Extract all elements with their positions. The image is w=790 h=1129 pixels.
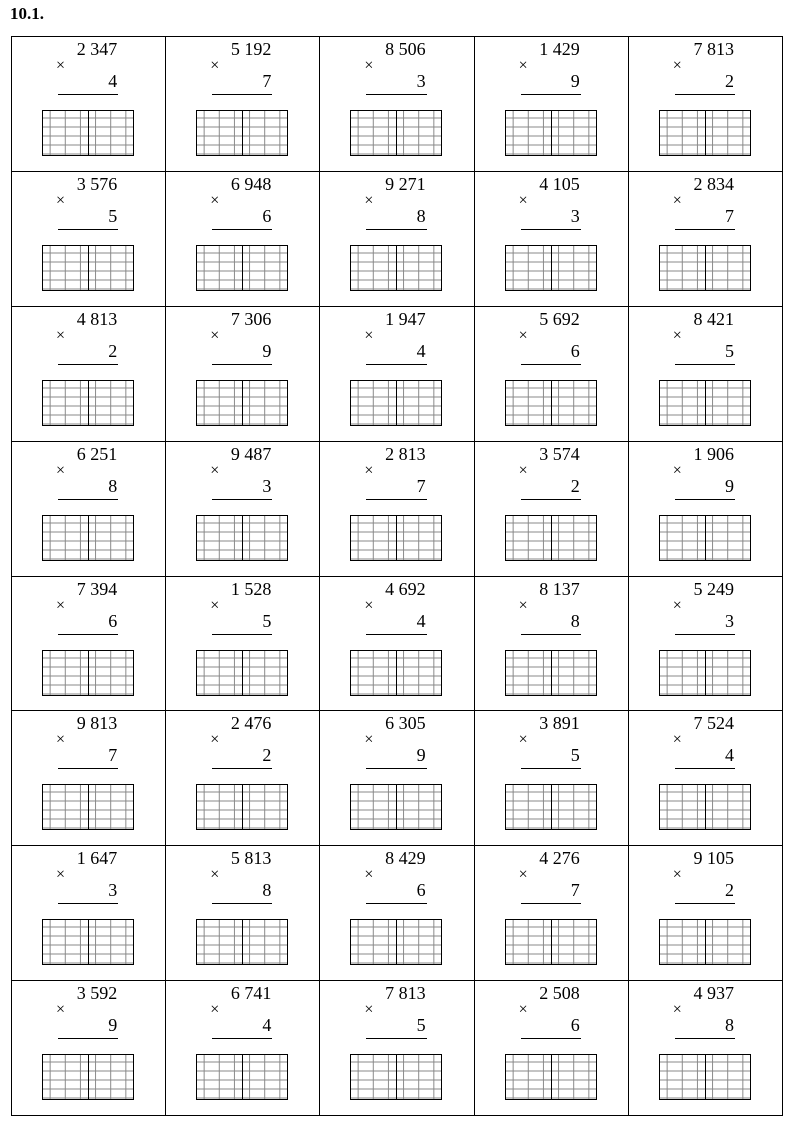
multiply-sign: × xyxy=(210,1001,220,1019)
multiplier: 3 xyxy=(108,880,118,901)
answer-grid[interactable] xyxy=(42,784,134,830)
multiplicand: 4 813 xyxy=(76,308,118,329)
multiply-sign: × xyxy=(56,57,66,74)
answer-line xyxy=(675,499,735,500)
multiplier: 4 xyxy=(724,745,734,766)
answer-line xyxy=(212,499,272,500)
multiplier: 6 xyxy=(262,205,272,226)
answer-grid[interactable] xyxy=(196,515,288,561)
answer-grid[interactable] xyxy=(659,1054,751,1100)
answer-line xyxy=(675,768,735,769)
multiplicand: 8 137 xyxy=(539,578,580,599)
answer-line xyxy=(212,94,272,95)
multiply-sign: × xyxy=(672,326,682,344)
multiply-sign: × xyxy=(518,596,528,614)
multiply-sign: × xyxy=(56,731,66,749)
multiplier: 9 xyxy=(570,71,580,91)
multiply-sign: × xyxy=(672,731,682,749)
multiplicand: 9 105 xyxy=(693,848,734,869)
answer-line xyxy=(212,903,272,904)
answer-grid[interactable] xyxy=(505,110,597,156)
answer-line xyxy=(212,634,272,635)
answer-grid[interactable] xyxy=(505,245,597,291)
multiplier: 9 xyxy=(262,340,272,361)
multiplier: 2 xyxy=(724,880,734,901)
answer-grid[interactable] xyxy=(505,919,597,965)
problem-cell xyxy=(166,846,320,981)
multiplicand: 9 487 xyxy=(230,443,272,464)
answer-line xyxy=(521,94,581,95)
problem-cell xyxy=(475,172,629,307)
multiply-sign: × xyxy=(210,57,220,74)
multiplier: 8 xyxy=(416,205,426,226)
problem-cell xyxy=(166,307,320,442)
multiplicand: 1 647 xyxy=(76,848,118,869)
answer-line xyxy=(366,94,426,95)
multiply-sign: × xyxy=(672,57,682,74)
answer-grid[interactable] xyxy=(42,380,134,426)
answer-grid[interactable] xyxy=(350,919,442,965)
answer-line xyxy=(675,1038,735,1039)
multiplicand: 7 524 xyxy=(693,713,734,734)
multiply-sign: × xyxy=(364,1001,374,1019)
multiplier: 3 xyxy=(724,610,734,631)
multiplier: 3 xyxy=(416,71,426,91)
answer-line xyxy=(366,499,426,500)
answer-grid[interactable] xyxy=(196,110,288,156)
multiplicand: 8 421 xyxy=(693,308,734,329)
multiply-sign: × xyxy=(56,866,66,884)
answer-line xyxy=(366,634,426,635)
multiply-sign: × xyxy=(672,866,682,884)
multiply-sign: × xyxy=(518,461,528,479)
multiply-sign: × xyxy=(210,461,220,479)
answer-line xyxy=(58,903,118,904)
multiply-sign: × xyxy=(364,596,374,614)
problem-table xyxy=(11,36,783,1116)
multiply-sign: × xyxy=(56,326,66,344)
answer-line xyxy=(675,634,735,635)
multiplier: 8 xyxy=(570,610,580,631)
problem-cell xyxy=(12,172,166,307)
multiplicand: 8 429 xyxy=(385,848,426,869)
multiplier: 7 xyxy=(262,71,272,91)
multiply-sign: × xyxy=(56,596,66,614)
answer-grid[interactable] xyxy=(350,1054,442,1100)
multiply-sign: × xyxy=(210,731,220,749)
answer-grid[interactable] xyxy=(505,650,597,696)
multiplicand: 9 813 xyxy=(76,713,118,734)
multiply-sign: × xyxy=(672,191,682,209)
multiplicand: 7 306 xyxy=(230,308,272,329)
answer-line xyxy=(521,229,581,230)
answer-line xyxy=(58,94,118,95)
multiply-sign: × xyxy=(364,191,374,209)
multiplicand: 2 476 xyxy=(230,713,272,734)
answer-line xyxy=(675,229,735,230)
multiply-sign: × xyxy=(518,731,528,749)
answer-grid[interactable] xyxy=(196,1054,288,1100)
answer-grid[interactable] xyxy=(350,784,442,830)
problem-cell xyxy=(166,711,320,846)
answer-line xyxy=(521,364,581,365)
multiplier: 2 xyxy=(570,475,580,496)
multiplier: 5 xyxy=(724,340,734,361)
answer-grid[interactable] xyxy=(42,515,134,561)
multiplicand: 6 305 xyxy=(385,713,426,734)
problem-cell xyxy=(629,307,783,442)
problem-cell xyxy=(629,577,783,712)
multiplicand: 1 528 xyxy=(230,578,272,599)
problem-cell xyxy=(475,37,629,172)
answer-grid[interactable] xyxy=(659,919,751,965)
multiplicand: 5 192 xyxy=(230,39,272,59)
problem-cell xyxy=(320,846,474,981)
problem-cell xyxy=(12,981,166,1116)
problem-cell xyxy=(629,37,783,172)
multiply-sign: × xyxy=(518,191,528,209)
multiply-sign: × xyxy=(56,191,66,209)
answer-line xyxy=(212,229,272,230)
problem-cell xyxy=(320,37,474,172)
multiplier: 6 xyxy=(416,880,426,901)
answer-grid[interactable] xyxy=(42,245,134,291)
answer-grid[interactable] xyxy=(42,650,134,696)
answer-grid[interactable] xyxy=(196,650,288,696)
multiplier: 4 xyxy=(262,1015,272,1036)
multiplicand: 3 574 xyxy=(539,443,580,464)
multiply-sign: × xyxy=(364,57,374,74)
answer-grid[interactable] xyxy=(505,1054,597,1100)
answer-grid[interactable] xyxy=(659,380,751,426)
answer-line xyxy=(521,1038,581,1039)
answer-grid[interactable] xyxy=(350,245,442,291)
multiplicand: 2 834 xyxy=(693,173,734,194)
answer-grid[interactable] xyxy=(196,245,288,291)
multiply-sign: × xyxy=(56,461,66,479)
multiplier: 6 xyxy=(570,1015,580,1036)
multiplier: 5 xyxy=(570,745,580,766)
multiplicand: 2 508 xyxy=(539,983,580,1004)
answer-grid[interactable] xyxy=(350,110,442,156)
problem-cell xyxy=(320,577,474,712)
problem-cell xyxy=(12,442,166,577)
problem-cell xyxy=(320,711,474,846)
multiplier: 7 xyxy=(724,205,734,226)
multiplier: 2 xyxy=(108,340,118,361)
problem-cell xyxy=(629,846,783,981)
multiply-sign: × xyxy=(672,461,682,479)
multiplicand: 5 692 xyxy=(539,308,580,329)
multiply-sign: × xyxy=(518,326,528,344)
multiplicand: 3 576 xyxy=(76,173,118,194)
multiplier: 5 xyxy=(262,610,272,631)
problem-cell xyxy=(475,307,629,442)
multiplier: 3 xyxy=(570,205,580,226)
problem-cell xyxy=(475,846,629,981)
multiplier: 8 xyxy=(108,475,118,496)
multiplier: 8 xyxy=(724,1015,734,1036)
multiplicand: 6 741 xyxy=(230,983,272,1004)
answer-line xyxy=(58,499,118,500)
multiplicand: 4 692 xyxy=(385,578,426,599)
problem-cell xyxy=(320,442,474,577)
answer-grid[interactable] xyxy=(659,110,751,156)
problem-cell xyxy=(475,981,629,1116)
answer-line xyxy=(675,364,735,365)
answer-grid[interactable] xyxy=(42,1054,134,1100)
multiplier: 7 xyxy=(416,475,426,496)
answer-line xyxy=(366,903,426,904)
answer-grid[interactable] xyxy=(505,784,597,830)
answer-line xyxy=(58,364,118,365)
multiply-sign: × xyxy=(518,1001,528,1019)
answer-line xyxy=(366,364,426,365)
multiplicand: 4 937 xyxy=(693,983,734,1004)
answer-line xyxy=(58,229,118,230)
multiply-sign: × xyxy=(672,1001,682,1019)
multiplicand: 7 813 xyxy=(385,983,426,1004)
multiplier: 9 xyxy=(416,745,426,766)
answer-grid[interactable] xyxy=(659,650,751,696)
problem-cell xyxy=(475,442,629,577)
multiplier: 3 xyxy=(262,475,272,496)
multiplier: 5 xyxy=(108,205,118,226)
multiplier: 7 xyxy=(108,745,118,766)
multiply-sign: × xyxy=(210,866,220,884)
multiply-sign: × xyxy=(210,191,220,209)
problem-cell xyxy=(166,172,320,307)
answer-grid[interactable] xyxy=(350,650,442,696)
answer-grid[interactable] xyxy=(196,380,288,426)
multiplicand: 6 948 xyxy=(230,173,272,194)
answer-grid[interactable] xyxy=(196,784,288,830)
multiplicand: 3 592 xyxy=(76,983,118,1004)
multiply-sign: × xyxy=(56,1001,66,1019)
problem-cell xyxy=(12,307,166,442)
multiply-sign: × xyxy=(518,57,528,74)
problem-cell xyxy=(12,846,166,981)
answer-grid[interactable] xyxy=(350,380,442,426)
multiplier: 2 xyxy=(262,745,272,766)
answer-line xyxy=(675,94,735,95)
multiply-sign: × xyxy=(364,731,374,749)
answer-grid[interactable] xyxy=(42,110,134,156)
multiplicand: 5 249 xyxy=(693,578,734,599)
exercise-title: 10.1. xyxy=(10,4,44,23)
multiplier: 6 xyxy=(108,610,118,631)
problem-cell xyxy=(320,981,474,1116)
answer-grid[interactable] xyxy=(659,784,751,830)
multiplicand: 8 506 xyxy=(385,39,426,59)
multiplicand: 1 906 xyxy=(693,443,734,464)
problem-cell xyxy=(320,172,474,307)
multiply-sign: × xyxy=(364,461,374,479)
multiplier: 4 xyxy=(416,610,426,631)
multiply-sign: × xyxy=(518,866,528,884)
answer-grid[interactable] xyxy=(196,919,288,965)
multiplicand: 4 105 xyxy=(539,173,580,194)
answer-line xyxy=(521,768,581,769)
multiply-sign: × xyxy=(364,866,374,884)
answer-line xyxy=(675,903,735,904)
problem-cell xyxy=(475,711,629,846)
multiplicand: 6 251 xyxy=(76,443,118,464)
answer-line xyxy=(366,229,426,230)
answer-grid[interactable] xyxy=(350,515,442,561)
problem-cell xyxy=(629,711,783,846)
multiply-sign: × xyxy=(210,326,220,344)
problem-cell xyxy=(629,442,783,577)
multiplicand: 1 429 xyxy=(539,39,580,59)
answer-line xyxy=(521,903,581,904)
problem-cell xyxy=(166,577,320,712)
multiply-sign: × xyxy=(672,596,682,614)
multiplicand: 7 394 xyxy=(76,578,118,599)
multiplicand: 1 947 xyxy=(385,308,426,329)
answer-grid[interactable] xyxy=(42,919,134,965)
answer-line xyxy=(58,1038,118,1039)
multiplicand: 3 891 xyxy=(539,713,580,734)
answer-line xyxy=(521,499,581,500)
answer-grid[interactable] xyxy=(659,515,751,561)
multiplier: 9 xyxy=(724,475,734,496)
problem-cell xyxy=(12,37,166,172)
answer-grid[interactable] xyxy=(505,380,597,426)
answer-line xyxy=(366,1038,426,1039)
multiplier: 8 xyxy=(262,880,272,901)
problem-cell xyxy=(12,577,166,712)
multiplicand: 4 276 xyxy=(539,848,580,869)
multiplier: 4 xyxy=(108,71,118,91)
multiplicand: 2 813 xyxy=(385,443,426,464)
problem-cell xyxy=(629,172,783,307)
answer-line xyxy=(521,634,581,635)
problem-cell xyxy=(475,577,629,712)
multiplicand: 2 347 xyxy=(76,39,118,59)
answer-line xyxy=(212,768,272,769)
answer-line xyxy=(58,634,118,635)
problem-cell xyxy=(166,981,320,1116)
problem-cell xyxy=(320,307,474,442)
answer-line xyxy=(58,768,118,769)
problem-cell xyxy=(166,442,320,577)
answer-line xyxy=(212,1038,272,1039)
answer-grid[interactable] xyxy=(659,245,751,291)
multiplier: 5 xyxy=(416,1015,426,1036)
multiply-sign: × xyxy=(210,596,220,614)
multiplier: 2 xyxy=(724,71,734,91)
multiplier: 4 xyxy=(416,340,426,361)
problem-cell xyxy=(166,37,320,172)
problem-cell xyxy=(12,711,166,846)
multiplier: 9 xyxy=(108,1015,118,1036)
multiplicand: 5 813 xyxy=(230,848,272,869)
answer-line xyxy=(366,768,426,769)
multiplicand: 7 813 xyxy=(693,39,734,59)
multiplier: 6 xyxy=(570,340,580,361)
multiplier: 7 xyxy=(570,880,580,901)
answer-grid[interactable] xyxy=(505,515,597,561)
problem-cell xyxy=(629,981,783,1116)
answer-line xyxy=(212,364,272,365)
multiplicand: 9 271 xyxy=(385,173,426,194)
multiply-sign: × xyxy=(364,326,374,344)
